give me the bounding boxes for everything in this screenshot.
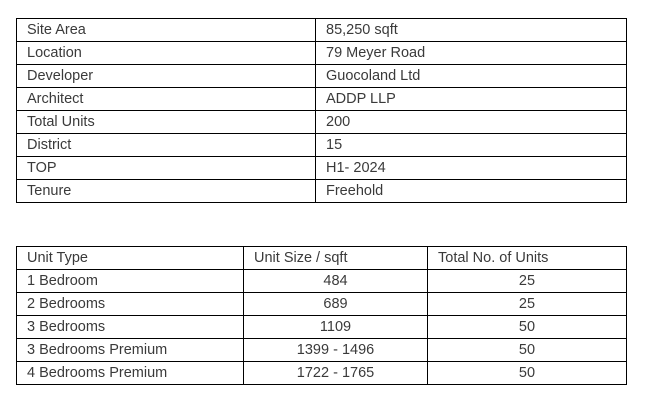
table-row <box>17 88 627 111</box>
table-row <box>17 65 627 88</box>
detail-value: Guocoland Ltd <box>316 65 627 88</box>
column-header-unit-size: Unit Size / sqft <box>244 247 428 270</box>
detail-label: TOP <box>17 157 316 180</box>
table-row <box>17 293 627 316</box>
unit-count: 50 <box>428 339 627 362</box>
detail-label: District <box>17 134 316 157</box>
detail-label: Location <box>17 42 316 65</box>
detail-label: Site Area <box>17 19 316 42</box>
unit-mix-table <box>16 246 627 385</box>
table-row <box>17 180 627 203</box>
unit-type: 3 Bedrooms <box>17 316 244 339</box>
unit-count: 50 <box>428 316 627 339</box>
unit-type: 4 Bedrooms Premium <box>17 362 244 385</box>
detail-value: ADDP LLP <box>316 88 627 111</box>
column-header-unit-type: Unit Type <box>17 247 244 270</box>
unit-size: 1399 - 1496 <box>244 339 428 362</box>
column-header-total-units: Total No. of Units <box>428 247 627 270</box>
unit-type: 3 Bedrooms Premium <box>17 339 244 362</box>
detail-label: Architect <box>17 88 316 111</box>
detail-value: 200 <box>316 111 627 134</box>
unit-size: 689 <box>244 293 428 316</box>
project-details-table <box>16 18 627 203</box>
detail-label: Developer <box>17 65 316 88</box>
unit-size: 1722 - 1765 <box>244 362 428 385</box>
detail-label: Total Units <box>17 111 316 134</box>
detail-value: 85,250 sqft <box>316 19 627 42</box>
unit-count: 25 <box>428 293 627 316</box>
unit-size: 1109 <box>244 316 428 339</box>
table-header-row <box>17 247 627 270</box>
table-row <box>17 270 627 293</box>
table-row <box>17 19 627 42</box>
table-row <box>17 42 627 65</box>
table-row <box>17 134 627 157</box>
detail-label: Tenure <box>17 180 316 203</box>
detail-value: 79 Meyer Road <box>316 42 627 65</box>
unit-count: 25 <box>428 270 627 293</box>
detail-value: Freehold <box>316 180 627 203</box>
unit-type: 2 Bedrooms <box>17 293 244 316</box>
detail-value: H1- 2024 <box>316 157 627 180</box>
table-row <box>17 111 627 134</box>
table-row <box>17 316 627 339</box>
detail-value: 15 <box>316 134 627 157</box>
table-row <box>17 157 627 180</box>
unit-size: 484 <box>244 270 428 293</box>
table-row <box>17 339 627 362</box>
unit-count: 50 <box>428 362 627 385</box>
table-row <box>17 362 627 385</box>
unit-type: 1 Bedroom <box>17 270 244 293</box>
